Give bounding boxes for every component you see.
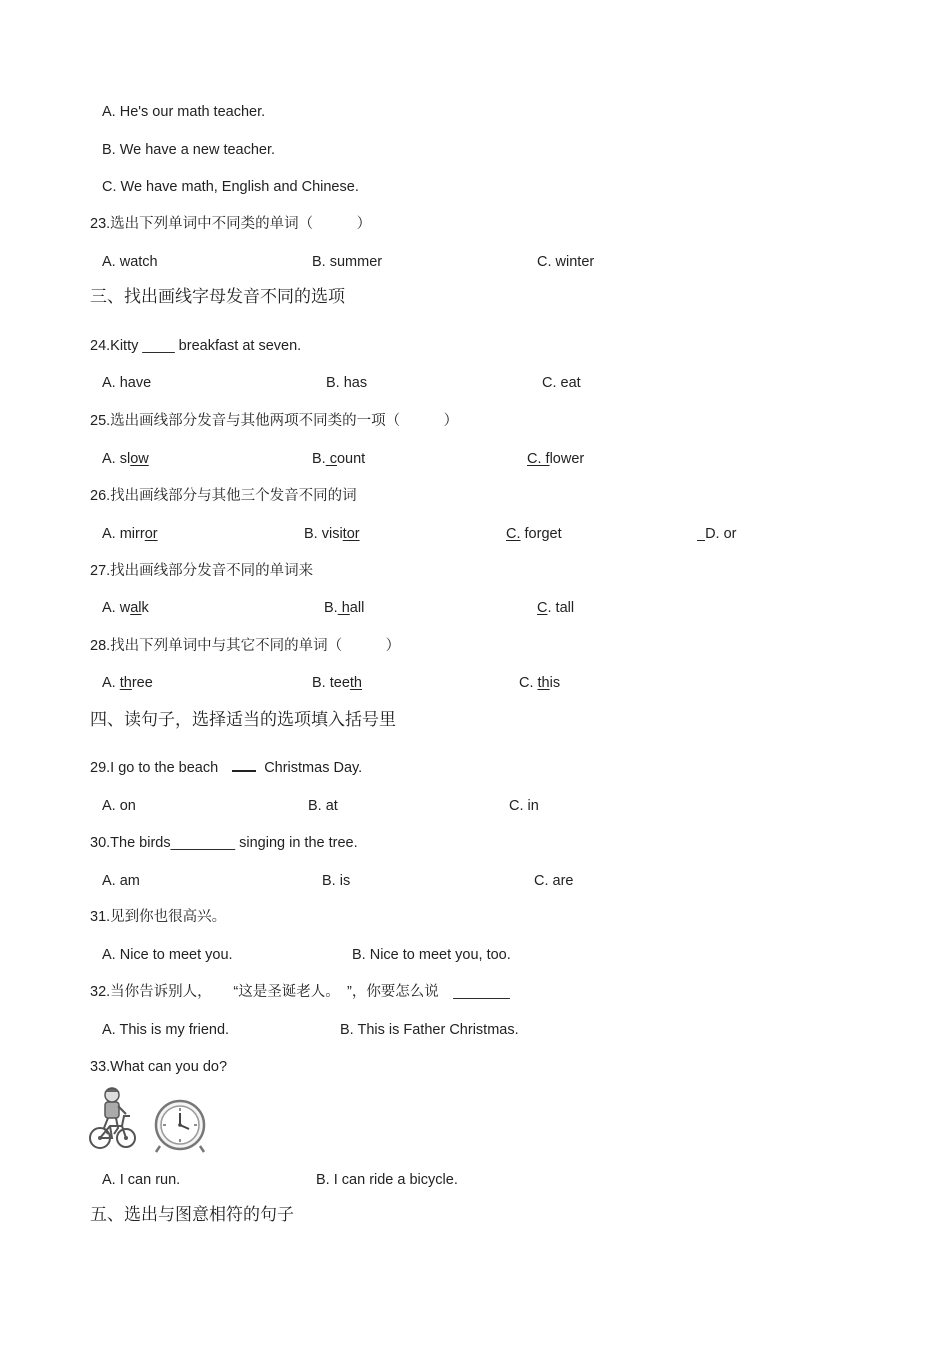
section-4-heading: 四、读句子，选择适当的选项填入括号里 [90,710,396,730]
section-5-heading: 五、选出与图意相符的句子 [90,1205,294,1225]
q25-a-plain: A. sl [102,451,131,467]
q27-option-c [537,599,574,617]
q27-c-underlined: C [537,600,548,616]
q28-b-plain: B. tee [312,675,350,691]
q26-option-a [102,525,158,543]
q32-option-b: B. This is Father Christmas. [340,1022,519,1038]
q27-a-plain: A. w [102,600,131,616]
q29-question [90,759,362,777]
q25-b-rest: ount [336,451,366,467]
q24-question: 24.Kitty ____ breakfast at seven. [90,338,302,354]
q32-question: 32.当你告诉别人， “这是圣诞老人。 ”，你要怎么说 _______ [90,984,510,1000]
q22-option-c: C. We have math, English and Chinese. [102,179,359,195]
q26-b-plain: B. visi [304,526,343,542]
q24-option-c: C. eat [542,375,581,391]
q22-option-b: B. We have a new teacher. [102,142,276,158]
q26-d-underlined [697,526,705,542]
q25-c-rest: lower [549,451,585,467]
bicycle-rider-image [88,1086,136,1154]
q26-option-b [304,525,360,543]
q24-option-a: A. have [102,375,152,391]
q25-a-underlined: ow [130,451,149,467]
q33-option-a: A. I can run. [102,1172,181,1188]
q28-a-rest: ree [131,675,153,691]
q29-text-after: Christmas Day. [264,760,363,776]
q27-question: 27.找出画线部分发音不同的单词来 [90,563,314,579]
q28-c-underlined: th [537,675,550,691]
q29-option-b: B. at [308,798,338,814]
q26-c-underlined: C. [506,526,521,542]
q28-a-underlined: th [119,675,132,691]
q30-option-b: B. is [322,873,351,889]
q27-a-rest: k [141,600,149,616]
q28-c-plain: C. [519,675,538,691]
q26-question: 26.找出画线部分与其他三个发音不同的词 [90,488,357,504]
q25-c-underlined: C. f [527,451,550,467]
q29-option-c: C. in [509,798,539,814]
q29-option-a: A. on [102,798,136,814]
q22-option-a: A. He's our math teacher. [102,104,266,120]
q26-option-d [697,525,736,543]
q25-option-c [527,450,584,468]
q27-c-rest: . tall [547,600,575,616]
q26-c-rest: forget [520,526,562,542]
q25-question: 25.选出画线部分发音与其他两项不同类的一项（ ） [90,413,459,429]
q30-option-a: A. am [102,873,140,889]
q28-option-b [312,674,362,692]
q31-option-a: A. Nice to meet you. [102,947,233,963]
q27-option-b [324,599,364,617]
q27-a-underlined: al [130,600,142,616]
q24-option-b: B. has [326,375,368,391]
q23-question: 23.选出下列单词中不同类的单词（ ） [90,216,372,232]
q26-option-c [506,525,562,543]
q25-b-plain: B. [312,451,326,467]
q28-option-a [102,674,153,692]
q32-option-a: A. This is my friend. [102,1022,230,1038]
q28-a-plain: A. [102,675,120,691]
q30-option-c: C. are [534,873,574,889]
q26-a-underlined: or [144,526,158,542]
q27-b-rest: all [349,600,365,616]
q28-c-rest: is [549,675,561,691]
q26-d-rest: D. or [705,526,737,542]
q25-option-a [102,450,149,468]
q33-question: 33.What can you do? [90,1059,228,1075]
q23-option-c: C. winter [537,254,595,270]
q30-question: 30.The birds________ singing in the tree. [90,835,358,851]
q25-option-b [312,450,365,468]
q33-option-b: B. I can ride a bicycle. [316,1172,458,1188]
alarm-clock-image [152,1096,208,1154]
q27-option-a [102,599,149,617]
q25-b-underlined: c [325,451,337,467]
q29-answer-blank [232,760,256,772]
q26-a-plain: A. mirr [102,526,145,542]
q27-b-underlined: h [337,600,350,616]
section-3-heading: 三、找出画线字母发音不同的选项 [90,287,345,307]
q31-question: 31.见到你也很高兴。 [90,909,227,925]
q28-option-c [519,674,560,692]
q23-option-a: A. watch [102,254,158,270]
q31-option-b: B. Nice to meet you, too. [352,947,511,963]
q29-text-before: 29.I go to the beach [90,760,219,776]
q23-option-b: B. summer [312,254,383,270]
q28-question: 28.找出下列单词中与其它不同的单词（ ） [90,638,401,654]
q28-b-underlined: th [349,675,362,691]
q26-b-underlined: tor [342,526,360,542]
q27-b-plain: B. [324,600,338,616]
